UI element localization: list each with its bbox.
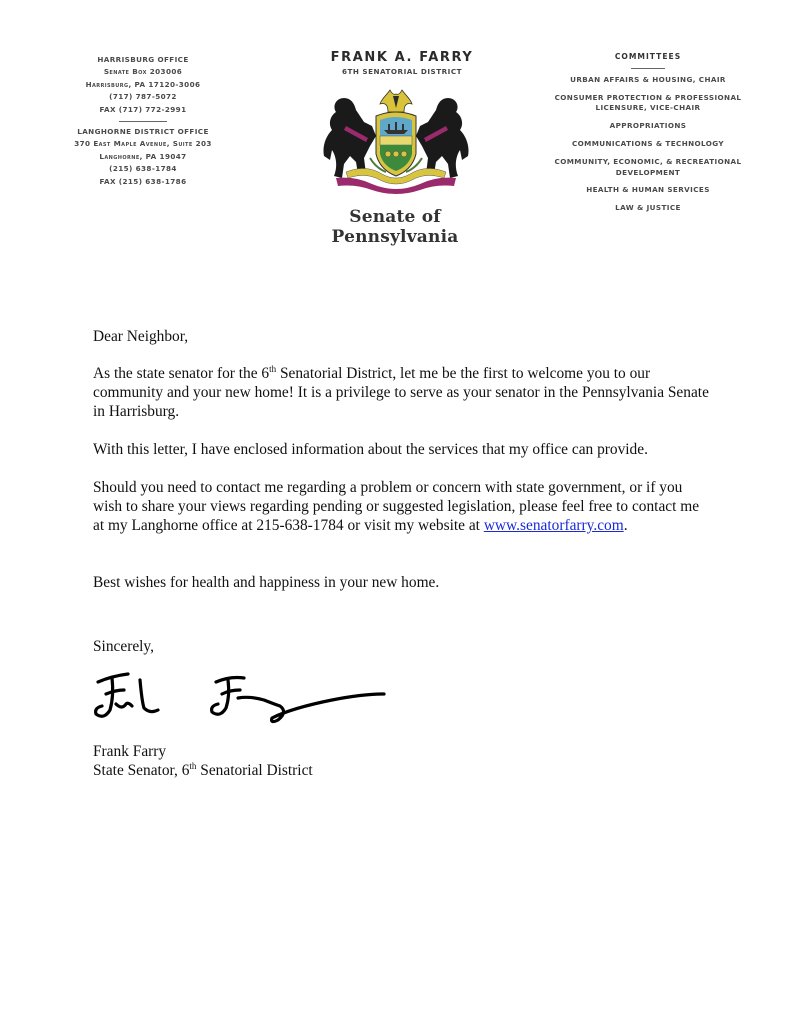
welcome-paragraph: [93, 364, 713, 421]
letterhead-center: [290, 50, 514, 76]
shield-icon: [376, 112, 416, 176]
text: Senatorial District, let me be the first to welcome you to our community and your new home! It is a privilege to serve as your senator in the Pennsylvania Senate in Harrisburg.: [93, 365, 709, 420]
text: Senatorial District: [196, 762, 313, 779]
harrisburg-office-title: HARRISBURG OFFICE: [97, 55, 189, 64]
handwritten-signature-icon: [92, 668, 392, 734]
text: State Senator, 6: [93, 762, 190, 779]
services-paragraph: With this letter, I have enclosed information about the services that my office can provide.: [93, 441, 648, 458]
committee-item: CONSUMER PROTECTION & PROFESSIONAL LICENSURE, VICE-CHAIR: [554, 92, 742, 113]
district-label: 6TH SENATORIAL DISTRICT: [342, 67, 462, 76]
senator-name: FRANK A. FARRY: [330, 50, 474, 65]
divider: [631, 68, 665, 69]
signer-name: Frank Farry: [93, 743, 167, 760]
pennsylvania-coat-of-arms-icon: [316, 86, 476, 194]
harrisburg-address-line: Harrisburg, PA 17120-3006: [85, 79, 201, 89]
committees-heading: COMMITTEES: [614, 52, 682, 61]
eagle-icon: [380, 90, 412, 112]
committee-item: HEALTH & HUMAN SERVICES: [586, 185, 710, 195]
harrisburg-address-line: Senate Box 203006: [103, 67, 183, 77]
committee-item: APPROPRIATIONS: [609, 121, 687, 131]
senate-of-pennsylvania-wordmark: Senate of Pennsylvania: [331, 207, 459, 247]
ordinal-suffix: th: [189, 761, 197, 771]
text: .: [623, 517, 628, 534]
closing: Sincerely,: [93, 638, 154, 655]
wishes-paragraph: Best wishes for health and happiness in your new home.: [93, 574, 440, 591]
district-phone: (215) 638-1784: [109, 164, 177, 174]
committees-list: [543, 52, 753, 221]
website-link[interactable]: www.senatorfarry.com: [483, 517, 624, 534]
committee-item: URBAN AFFAIRS & HOUSING, CHAIR: [570, 74, 726, 84]
text: Should you need to contact me regarding a problem or concern with state government, or if you wish to share your views regarding pending or suggested legislation, please feel free to contact me at my Langhorne office at 215-638-1784 or visit my website at: [93, 479, 700, 534]
salutation: Dear Neighbor,: [93, 328, 189, 345]
district-office-title: LANGHORNE DISTRICT OFFICE: [77, 127, 209, 137]
district-address-line: Langhorne, PA 19047: [99, 151, 187, 161]
contact-paragraph: [93, 478, 713, 535]
right-horse-icon: [416, 98, 469, 178]
district-address-line: 370 East Maple Avenue, Suite 203: [74, 139, 212, 149]
text: As the state senator for the 6: [93, 365, 270, 382]
committee-item: LAW & JUSTICE: [615, 203, 681, 213]
divider: [119, 121, 167, 122]
harrisburg-fax: FAX (717) 772-2991: [99, 104, 187, 114]
district-fax: FAX (215) 638-1786: [99, 176, 187, 186]
signer-title: [93, 761, 713, 780]
office-addresses: [48, 54, 238, 188]
left-horse-icon: [323, 98, 376, 178]
committee-item: COMMUNITY, ECONOMIC, & RECREATIONAL DEVELOPMENT: [554, 156, 742, 177]
harrisburg-phone: (717) 787-5072: [109, 92, 177, 102]
ordinal-suffix: th: [269, 364, 277, 374]
committee-item: COMMUNICATIONS & TECHNOLOGY: [571, 138, 725, 148]
